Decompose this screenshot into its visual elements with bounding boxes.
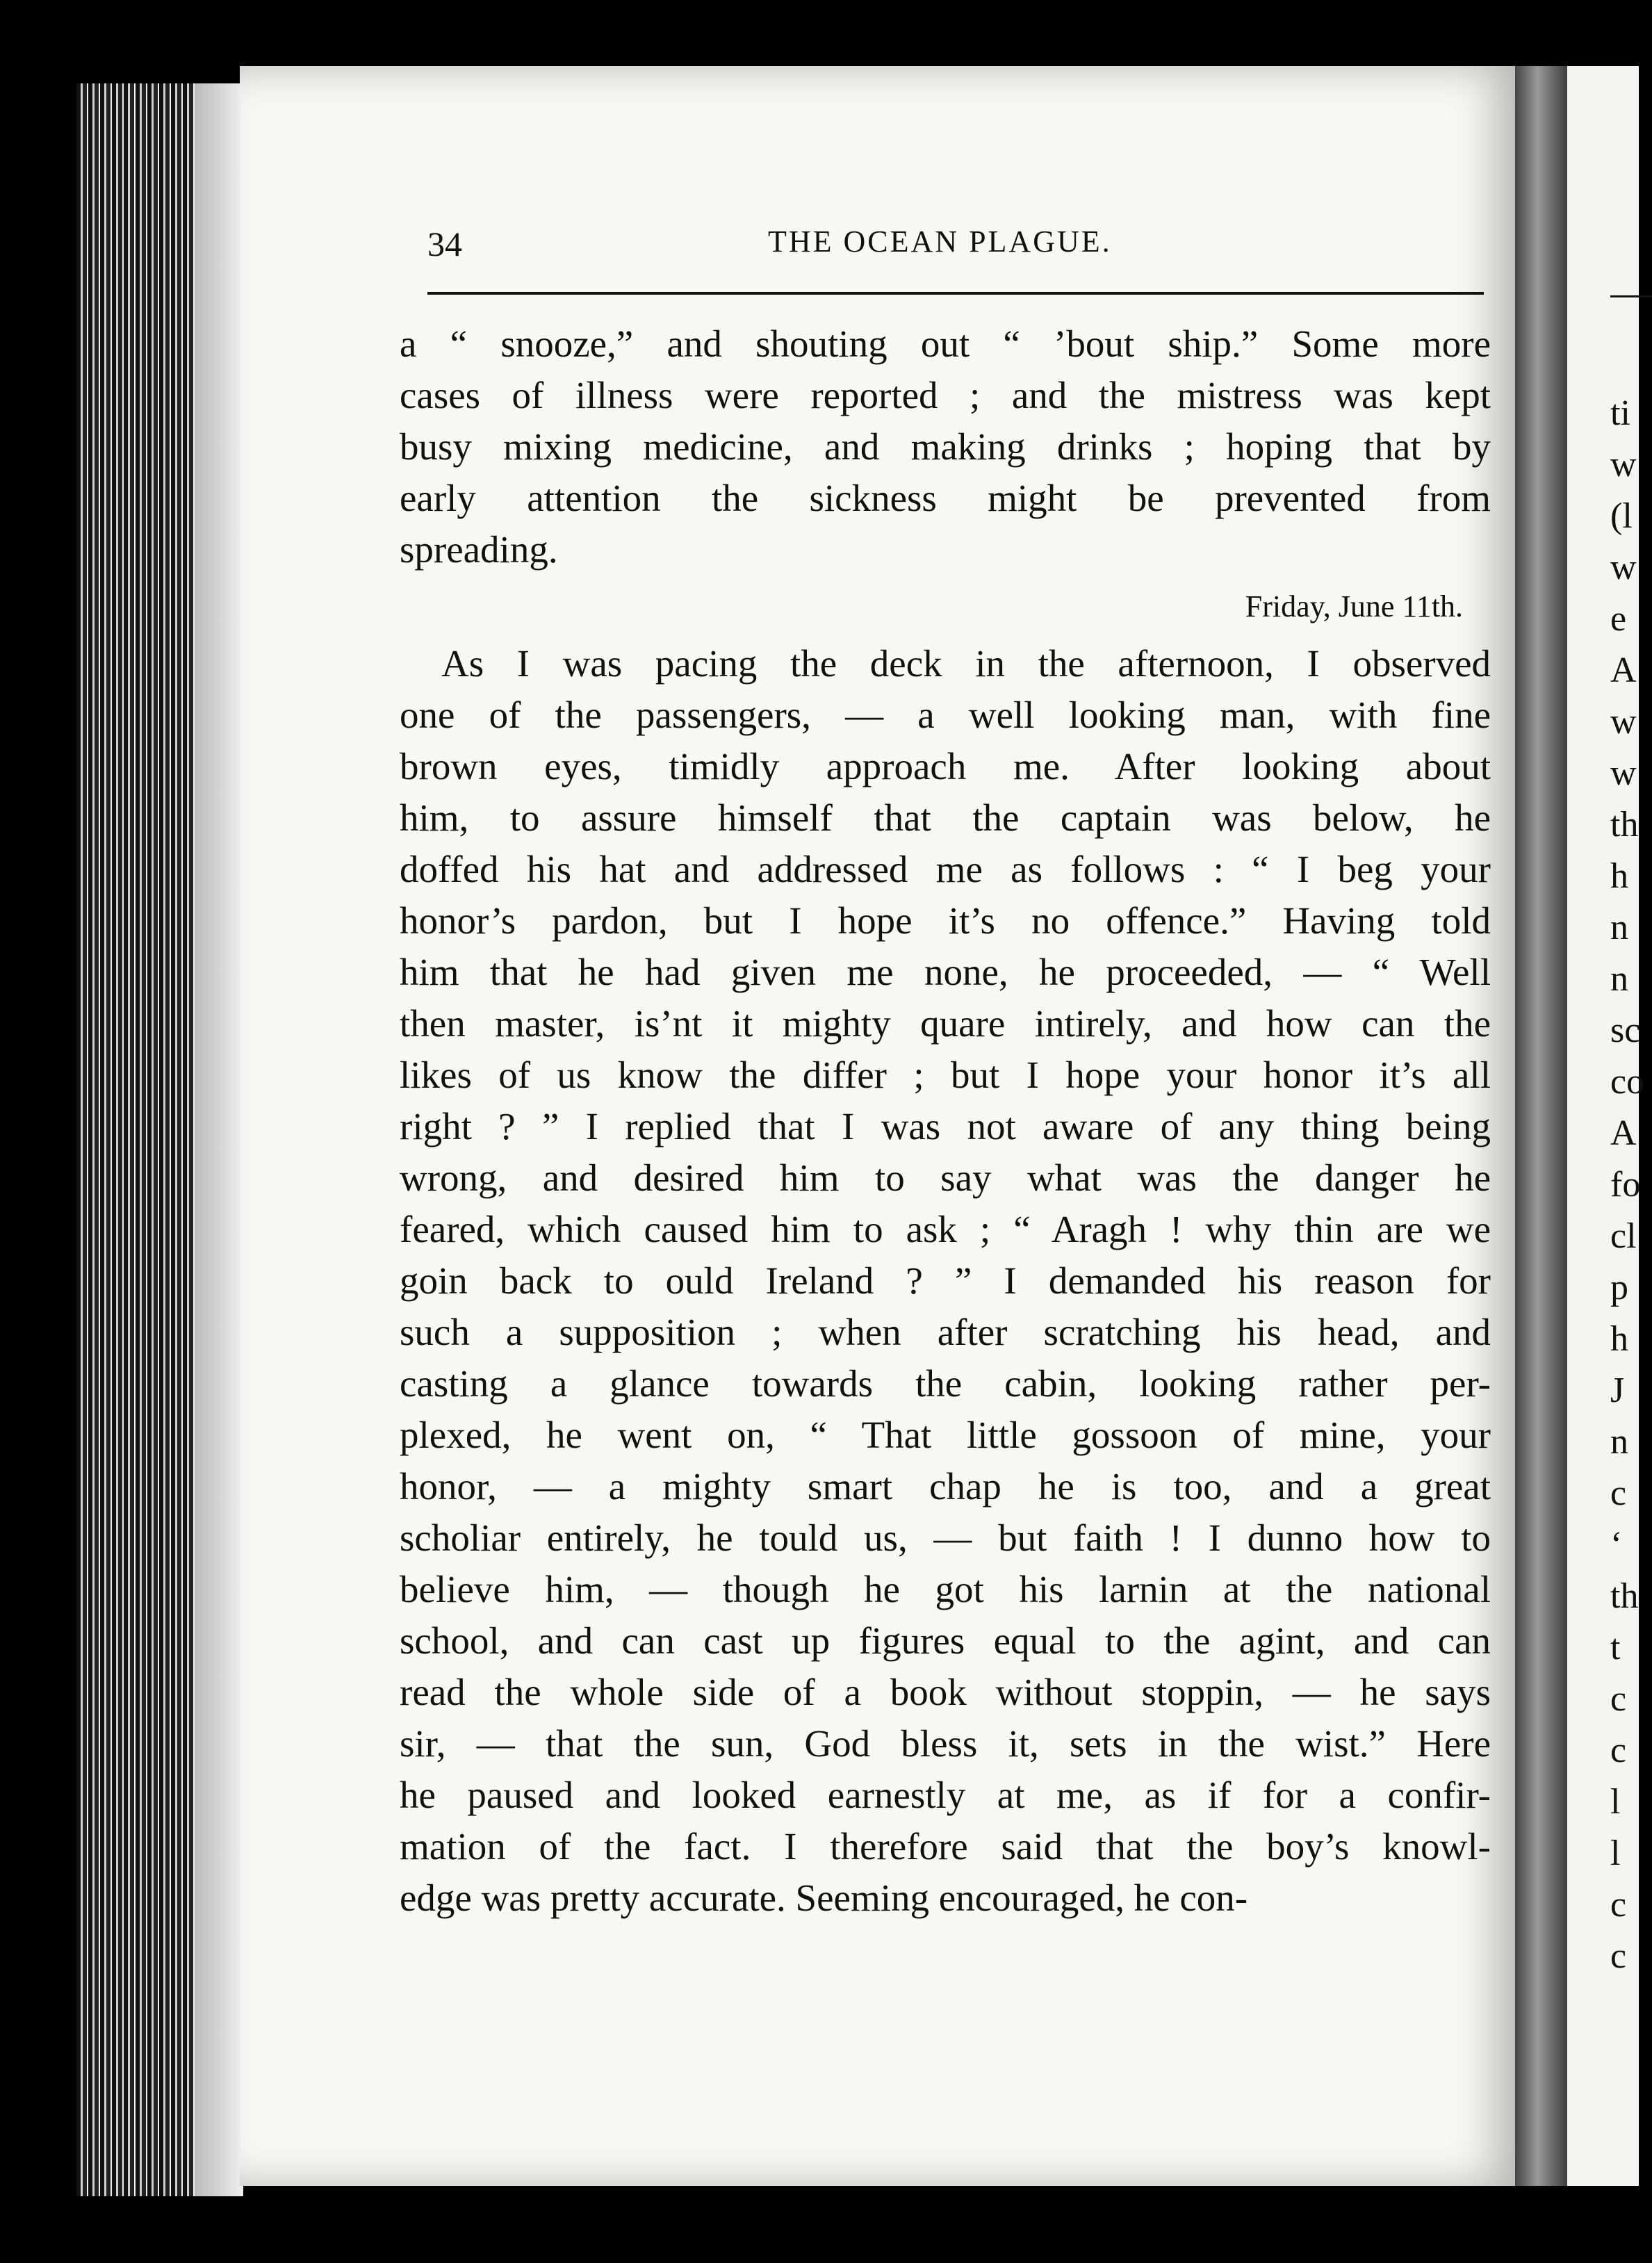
text-line: casting a glance towards the cabin, looking rather per-: [400, 1362, 1491, 1405]
text-line: goin back to ould Ireland ? ” I demanded his reason for: [400, 1259, 1491, 1302]
facing-page-fragment: w: [1610, 753, 1637, 793]
text-line: early attention the sickness might be prevented from: [400, 477, 1491, 519]
facing-page-fragment: co: [1610, 1062, 1645, 1102]
text-line: edge was pretty accurate. Seeming encouraged, he con-: [400, 1877, 1248, 1919]
facing-page-rule: [1610, 295, 1652, 297]
text-line: believe him, — though he got his larnin at the national: [400, 1568, 1491, 1610]
text-line: then master, is’nt it mighty quare intirely, and how can the: [400, 1002, 1491, 1045]
facing-page-fragment: fo: [1610, 1165, 1641, 1204]
text-line: he paused and looked earnestly at me, as if for a confir-: [400, 1774, 1491, 1816]
facing-page-fragment: A: [1610, 651, 1637, 690]
text-line: him that he had given me none, he proceeded, — “ Well: [400, 951, 1491, 993]
facing-page-edge: [1567, 66, 1645, 2186]
facing-page-fragment: n: [1610, 1422, 1628, 1462]
text-line: brown eyes, timidly approach me. After looking about: [400, 745, 1491, 787]
facing-page-fragment: c: [1610, 1473, 1627, 1513]
text-line: busy mixing medicine, and making drinks ; hoping that by: [400, 425, 1491, 468]
facing-page-fragment: c: [1610, 1679, 1627, 1719]
facing-page-fragment: n: [1610, 959, 1628, 999]
text-line: him, to assure himself that the captain was below, he: [400, 796, 1491, 839]
text-line: doffed his hat and addressed me as follows : “ I beg your: [400, 848, 1491, 890]
facing-page-fragment: ‘: [1610, 1525, 1623, 1565]
text-line: honor, — a mighty smart chap he is too, and a great: [400, 1465, 1491, 1508]
text-line: spreading.: [400, 528, 558, 571]
facing-page-fragment: n: [1610, 908, 1628, 947]
text-line: such a supposition ; when after scratching his head, and: [400, 1311, 1491, 1353]
text-line: plexed, he went on, “ That little gossoon of mine, your: [400, 1414, 1491, 1456]
text-line: right ? ” I replied that I was not aware of any thing being: [400, 1105, 1491, 1147]
facing-page-fragment: J: [1610, 1371, 1625, 1410]
dateline: Friday, June 11th.: [1245, 589, 1463, 623]
facing-page-fragment: c: [1610, 1936, 1627, 1976]
header-rule: [427, 292, 1484, 295]
text-line: cases of illness were reported ; and the mistress was kept: [400, 374, 1491, 416]
facing-page-fragment: l: [1610, 1782, 1621, 1822]
text-line: school, and can cast up figures equal to the agint, and can: [400, 1619, 1491, 1662]
left-binding: [195, 83, 243, 2196]
text-line: scholiar entirely, he tould us, — but faith ! I dunno how to: [400, 1517, 1491, 1559]
text-line: read the whole side of a book without stoppin, — he says: [400, 1671, 1491, 1713]
paragraph-2: [400, 638, 1491, 1924]
page-header: [427, 224, 1484, 279]
running-title: THE OCEAN PLAGUE.: [768, 224, 1112, 259]
page-number: 34: [427, 224, 462, 263]
facing-page-fragment: th: [1610, 1576, 1639, 1616]
facing-page-fragment: h: [1610, 1319, 1628, 1359]
facing-page-fragment: w: [1610, 702, 1637, 742]
facing-page-fragment: w: [1610, 548, 1637, 587]
text-line: As I was pacing the deck in the afternoon, I observed: [441, 642, 1491, 685]
facing-page-fragment: h: [1610, 856, 1628, 896]
text-line: mation of the fact. I therefore said that the boy’s knowl-: [400, 1825, 1491, 1868]
facing-page-fragment: sc: [1610, 1011, 1641, 1050]
facing-page-fragment: c: [1610, 1885, 1627, 1925]
text-line: feared, which caused him to ask ; “ Aragh ! why thin are we: [400, 1208, 1491, 1250]
facing-page-fragment: ti: [1610, 393, 1630, 433]
facing-page-fragment: l: [1610, 1833, 1621, 1873]
facing-page-fragment: t: [1610, 1628, 1621, 1667]
facing-page-fragment: th: [1610, 805, 1639, 844]
page-body: [400, 318, 1491, 1924]
facing-page-fragment: A: [1610, 1113, 1637, 1153]
paragraph-1: [400, 318, 1491, 575]
text-line: one of the passengers, — a well looking man, with fine: [400, 694, 1491, 736]
text-line: likes of us know the differ ; but I hope your honor it’s all: [400, 1054, 1491, 1096]
book-gutter: [1515, 66, 1571, 2186]
facing-page-fragment: e: [1610, 599, 1627, 639]
text-line: honor’s pardon, but I hope it’s no offence.” Having told: [400, 899, 1491, 942]
facing-page-fragment: c: [1610, 1731, 1627, 1770]
facing-page-fragment: cl: [1610, 1216, 1637, 1256]
text-line: a “ snooze,” and shouting out “ ’bout ship.” Some more: [400, 322, 1491, 365]
facing-page-fragment: w: [1610, 445, 1637, 484]
facing-page-fragment: (l: [1610, 496, 1633, 536]
text-line: wrong, and desired him to say what was the danger he: [400, 1157, 1491, 1199]
facing-page-fragment: p: [1610, 1268, 1628, 1307]
text-line: sir, — that the sun, God bless it, sets in the wist.” Here: [400, 1722, 1491, 1765]
